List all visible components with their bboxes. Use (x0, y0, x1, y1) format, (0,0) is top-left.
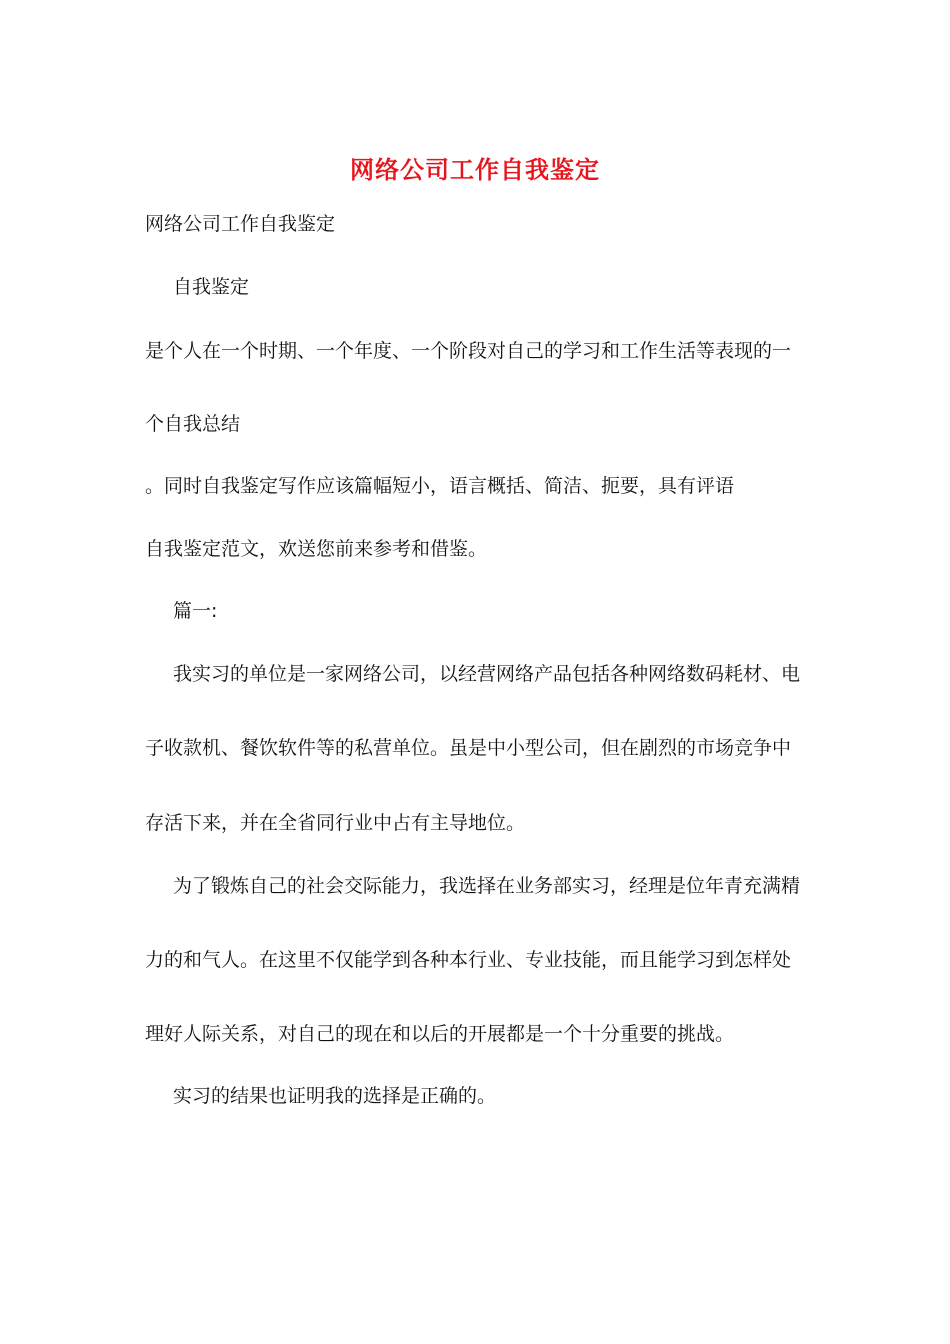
section-heading: 篇一: (173, 600, 218, 622)
document-title: 网络公司工作自我鉴定 (350, 155, 600, 184)
text-line: 。同时自我鉴定写作应该篇幅短小，语言概括、简洁、扼要，具有评语 (145, 475, 735, 497)
text-line: 为了锻炼自己的社会交际能力，我选择在业务部实习，经理是位年青充满精 (173, 875, 801, 897)
text-line: 子收款机、餐饮软件等的私营单位。虽是中小型公司，但在剧烈的市场竞争中 (145, 737, 792, 759)
text-line: 我实习的单位是一家网络公司，以经营网络产品包括各种网络数码耗材、电 (173, 663, 801, 685)
text-line: 实习的结果也证明我的选择是正确的。 (173, 1085, 497, 1107)
subtitle-line: 网络公司工作自我鉴定 (145, 213, 336, 235)
paragraph-heading: 自我鉴定 (173, 276, 250, 298)
text-line: 力的和气人。在这里不仅能学到各种本行业、专业技能，而且能学习到怎样处 (145, 949, 792, 971)
text-line: 理好人际关系，对自己的现在和以后的开展都是一个十分重要的挑战。 (145, 1023, 735, 1045)
text-line: 个自我总结 (145, 413, 241, 435)
text-line: 是个人在一个时期、一个年度、一个阶段对自己的学习和工作生活等表现的一 (145, 340, 792, 362)
text-line: 存活下来，并在全省同行业中占有主导地位。 (145, 812, 526, 834)
text-line: 自我鉴定范文，欢送您前来参考和借鉴。 (145, 538, 488, 560)
